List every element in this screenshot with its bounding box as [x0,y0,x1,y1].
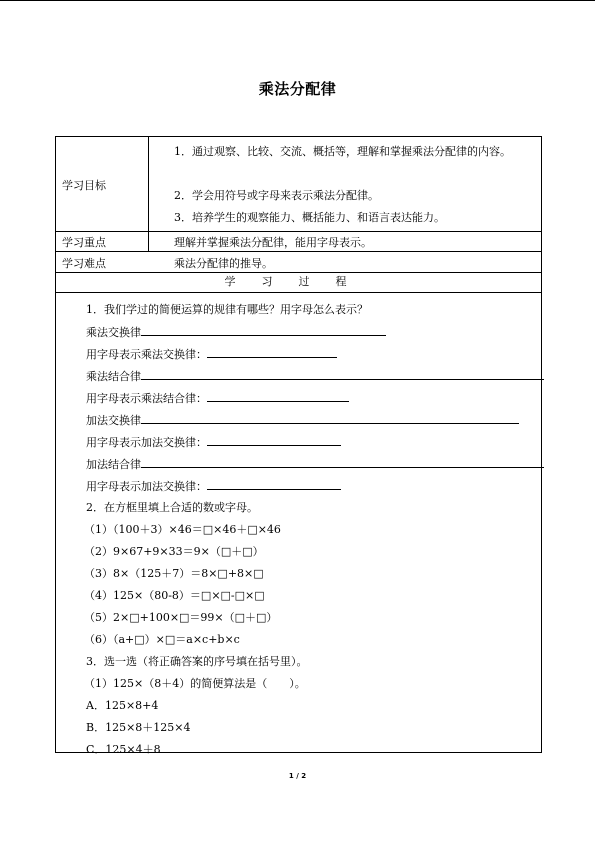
row-divider [56,251,541,252]
process-heading: 学习过程 [224,275,373,288]
objective-item-1: 1．通过观察、比较、交流、概括等，理解和掌握乘法分配律的内容。 [174,145,511,158]
answer-blank[interactable] [207,433,341,446]
answer-blank[interactable] [141,323,386,336]
row-divider [56,231,541,232]
answer-blank[interactable] [207,477,341,490]
top-rule [0,0,595,1]
q1-line-2: 用字母表示乘法交换律： [86,345,337,362]
column-divider [148,137,149,252]
q3-option-a: A．125×8+4 [86,699,159,712]
lesson-table [55,136,542,756]
page-title: 乘法分配律 [258,80,337,98]
q1-line-6: 用字母表示加法交换律： [86,433,341,450]
objective-item-3: 3．培养学生的观察能力、概括能力、和语言表达能力。 [174,211,445,224]
page-number: 1 / 2 [288,772,307,780]
q1-line-7: 加法结合律 [86,455,544,472]
q1-line-1: 乘法交换律 [86,323,386,340]
q3-option-b: B．125×8＋125×4 [86,721,191,734]
q1-prompt: 1．我们学过的简便运算的规律有哪些？用字母怎么表示？ [86,303,368,316]
answer-blank[interactable] [141,411,519,424]
difficulty-text: 乘法分配律的推导。 [174,257,273,270]
q3-prompt: 3．选一选（将正确答案的序号填在括号里）。 [86,655,308,668]
q2-item-2: （2）9×67+9×33＝9×（□＋□） [84,545,264,558]
answer-blank[interactable] [207,345,337,358]
q2-item-6: （6）（a+□）×□＝a×c+b×c [84,633,240,646]
objectives-label: 学习目标 [62,179,106,192]
answer-blank[interactable] [207,389,349,402]
q2-item-4: （4）125×（80-8）＝□×□-□×□ [84,589,265,602]
row-divider [56,292,541,293]
key-points-label: 学习重点 [62,236,106,249]
answer-blank[interactable] [141,367,544,380]
q2-item-5: （5）2×□+100×□＝99×（□＋□） [84,611,278,624]
key-points-text: 理解并掌握乘法分配律，能用字母表示。 [174,236,372,249]
q2-item-3: （3）8×（125＋7）＝8×□+8×□ [84,567,264,580]
q1-line-5: 加法交换律 [86,411,519,428]
q1-line-3: 乘法结合律 [86,367,544,384]
q1-line-4: 用字母表示乘法结合律： [86,389,349,406]
q3-option-c: C．125×4＋8 [86,743,161,756]
objective-item-2: 2．学会用符号或字母来表示乘法分配律。 [174,189,379,202]
difficulty-label: 学习难点 [62,257,106,270]
answer-blank[interactable] [141,455,544,468]
q3-sub-question: （1）125×（8＋4）的简便算法是（ ）。 [84,677,306,690]
q1-line-8: 用字母表示加法交换律： [86,477,341,494]
q2-item-1: （1）（100＋3）×46＝□×46＋□×46 [84,523,281,536]
q2-prompt: 2．在方框里填上合适的数或字母。 [86,501,258,514]
